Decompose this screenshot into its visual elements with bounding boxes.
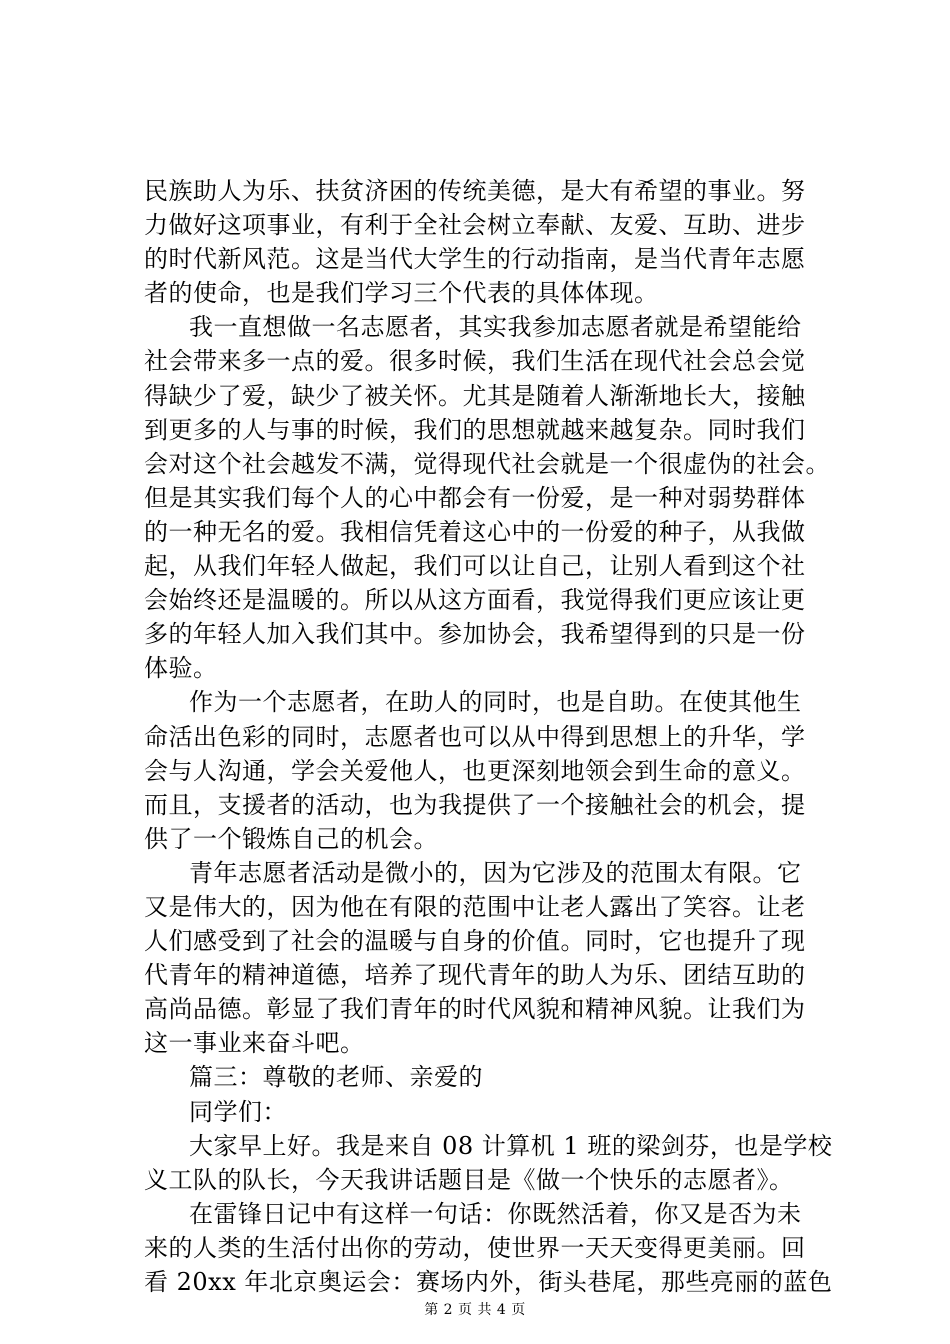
- text-line: 社会带来多一点的爱。很多时候，我们生活在现代社会总会觉: [144, 347, 806, 376]
- text-line: 在雷锋日记中有这样一句话：你既然活着，你又是否为未: [189, 1199, 802, 1228]
- text-line: 但是其实我们每个人的心中都会有一份爱，是一种对弱势群体: [144, 483, 806, 512]
- text-line: 得缺少了爱，缺少了被关怀。尤其是随着人渐渐地长大，接触: [144, 381, 806, 410]
- text-line: 而且，支援者的活动，也为我提供了一个接触社会的机会，提: [144, 790, 806, 819]
- text-line: 命活出色彩的同时，志愿者也可以从中得到思想上的升华，学: [144, 722, 806, 751]
- text-line: 又是伟大的，因为他在有限的范围中让老人露出了笑容。让老: [144, 892, 806, 921]
- text-line: 供了一个锻炼自己的机会。: [144, 824, 438, 853]
- text-line: 的一种无名的爱。我相信凭着这心中的一份爱的种子，从我做: [144, 517, 806, 546]
- text-line: 的时代新风范。这是当代大学生的行动指南，是当代青年志愿: [144, 245, 806, 274]
- text-line: 我一直想做一名志愿者，其实我参加志愿者就是希望能给: [189, 313, 802, 342]
- text-line: 作为一个志愿者，在助人的同时，也是自助。在使其他生: [189, 688, 802, 717]
- text-line: 民族助人为乐、扶贫济困的传统美德，是大有希望的事业。努: [144, 177, 806, 205]
- text-line: 看 20xx 年北京奥运会：赛场内外，街头巷尾，那些亮丽的蓝色: [144, 1268, 833, 1296]
- text-line: 者的使命，也是我们学习三个代表的具体体现。: [144, 279, 659, 308]
- salutation: 同学们：: [189, 1097, 287, 1126]
- text-line: 这一事业来奋斗吧。: [144, 1029, 365, 1058]
- text-line: 会始终还是温暖的。所以从这方面看，我觉得我们更应该让更: [144, 586, 806, 615]
- text-line: 多的年轻人加入我们其中。参加协会，我希望得到的只是一份: [144, 620, 806, 649]
- text-line: 代青年的精神道德，培养了现代青年的助人为乐、团结互助的: [144, 961, 806, 990]
- text-line: 会对这个社会越发不满，觉得现代社会就是一个很虚伪的社会。: [144, 449, 830, 478]
- text-line: 人们感受到了社会的温暖与自身的价值。同时，它也提升了现: [144, 927, 806, 956]
- page-number-footer: 第 2 页 共 4 页: [424, 1302, 526, 1318]
- text-line: 大家早上好。我是来自 08 计算机 1 班的梁剑芬，也是学校: [189, 1131, 833, 1160]
- document-body: [144, 174, 844, 1299]
- text-line: 义工队的队长，今天我讲话题目是《做一个快乐的志愿者》。: [144, 1165, 794, 1194]
- text-line: 青年志愿者活动是微小的，因为它涉及的范围太有限。它: [189, 858, 802, 887]
- text-line: 到更多的人与事的时候，我们的思想就越来越复杂。同时我们: [144, 415, 806, 444]
- text-line: 体验。: [144, 654, 218, 683]
- text-line: 会与人沟通，学会关爱他人，也更深刻地领会到生命的意义。: [144, 756, 806, 785]
- text-line: 来的人类的生活付出你的劳动，使世界一天天变得更美丽。回: [144, 1233, 806, 1262]
- text-line: 力做好这项事业，有利于全社会树立奉献、友爱、互助、进步: [144, 211, 806, 240]
- section-heading: 篇三：尊敬的老师、亲爱的: [189, 1063, 483, 1092]
- text-line: 高尚品德。彰显了我们青年的时代风貌和精神风貌。让我们为: [144, 995, 806, 1024]
- text-line: 起，从我们年轻人做起，我们可以让自己，让别人看到这个社: [144, 552, 806, 581]
